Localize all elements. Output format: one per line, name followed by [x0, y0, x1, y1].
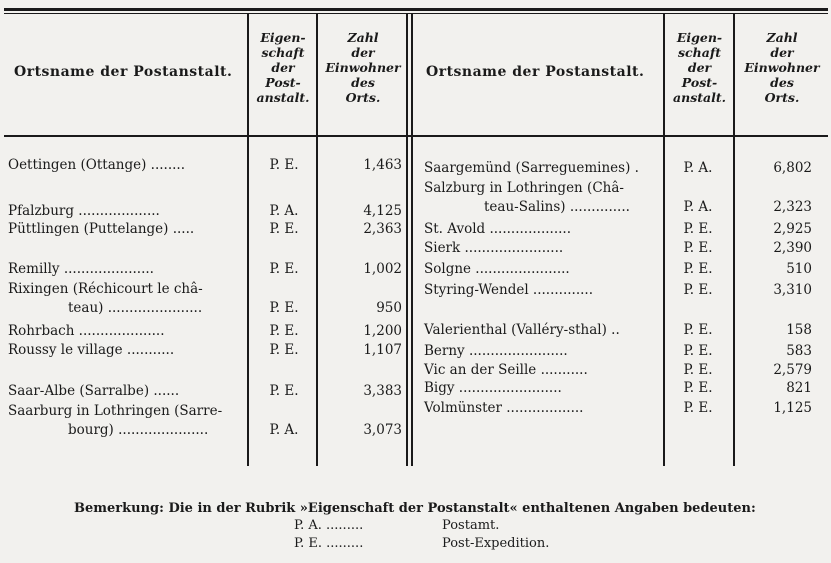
top-rule: [4, 8, 828, 11]
header-word: Eigen-: [260, 30, 306, 45]
place-name: Saargemünd (Sarreguemines) .: [424, 160, 639, 176]
col-divider-double: [406, 14, 408, 466]
place-name: Oettingen (Ottange) ........: [8, 157, 185, 173]
place-name: Rixingen (Réchicourt le châ-: [8, 281, 203, 297]
header-property-left: [250, 30, 316, 105]
place-name: Püttlingen (Puttelange) .....: [8, 221, 195, 237]
place-name: Salzburg in Lothringen (Châ-: [424, 180, 624, 196]
header-word: der: [687, 60, 712, 75]
header-word: des: [770, 75, 794, 90]
legend-code-pa: P. A. .........: [294, 518, 364, 533]
header-word: Zahl: [347, 30, 379, 45]
postal-property: P. E.: [683, 362, 713, 378]
population-count: 1,125: [773, 400, 812, 416]
population-count: 158: [786, 322, 812, 338]
place-name: Berny .......................: [424, 343, 568, 359]
population-count: 2,323: [773, 199, 812, 215]
postal-property: P. E.: [683, 400, 713, 416]
population-count: 3,073: [363, 422, 402, 438]
header-word: Orts.: [764, 90, 800, 105]
legend-meaning-pe: Post-Expedition.: [442, 536, 550, 551]
population-count: 3,383: [363, 383, 402, 399]
postal-property: P. E.: [683, 343, 713, 359]
header-word: Eigen-: [676, 30, 723, 45]
header-rule: [4, 135, 828, 137]
header-word: schaft: [261, 45, 305, 60]
header-word: der: [271, 60, 295, 75]
postal-property: P. E.: [269, 261, 299, 277]
postal-property: P. E.: [269, 383, 299, 399]
population-count: 2,579: [773, 362, 812, 378]
population-count: 950: [376, 300, 402, 316]
postal-property: P. E.: [269, 157, 299, 173]
postal-property: P. E.: [269, 221, 299, 237]
header-word: Einwohner: [744, 60, 820, 75]
postal-property: P. A.: [683, 199, 713, 215]
postal-property: P. E.: [683, 261, 713, 277]
place-name: Roussy le village ...........: [8, 342, 175, 358]
population-count: 583: [786, 343, 812, 359]
population-count: 2,925: [773, 221, 812, 237]
population-count: 3,310: [773, 282, 812, 298]
header-word: Orts.: [345, 90, 381, 105]
remark-text: Bemerkung: Die in der Rubrik »Eigenschaft der Postanstalt« enthaltenen Angaben bedeuten:: [74, 501, 756, 516]
header-word: Post-: [681, 75, 718, 90]
population-count: 2,363: [363, 221, 402, 237]
legend-meaning-pa: Postamt.: [442, 518, 500, 533]
place-name: bourg) .....................: [68, 422, 209, 438]
place-name: Sierk .......................: [424, 240, 564, 256]
place-name: Valerienthal (Valléry-sthal) ..: [424, 322, 620, 338]
place-name: teau) ......................: [68, 300, 203, 316]
postal-property: P. E.: [683, 221, 713, 237]
postal-property: P. E.: [269, 323, 299, 339]
postal-property: P. E.: [683, 322, 713, 338]
header-place-name-right: Ortsname der Postanstalt.: [426, 64, 645, 80]
place-name: Volmünster ..................: [424, 400, 584, 416]
legend-code-pe: P. E. .........: [294, 536, 364, 551]
col-divider-double: [411, 14, 413, 466]
postal-property: P. E.: [269, 342, 299, 358]
header-place-name-left: Ortsname der Postanstalt.: [14, 64, 233, 80]
place-name: Pfalzburg ...................: [8, 203, 160, 219]
header-word: anstalt.: [673, 90, 726, 105]
population-count: 2,390: [773, 240, 812, 256]
population-count: 4,125: [363, 203, 402, 219]
population-count: 510: [786, 261, 812, 277]
header-word: der: [351, 45, 375, 60]
place-name: Saarburg in Lothringen (Sarre-: [8, 403, 223, 419]
postal-property: P. E.: [269, 300, 299, 316]
header-word: schaft: [678, 45, 721, 60]
population-count: 1,200: [363, 323, 402, 339]
population-count: 1,107: [363, 342, 402, 358]
place-name: Rohrbach ....................: [8, 323, 165, 339]
postal-property: P. E.: [683, 380, 713, 396]
top-rule-thin: [4, 13, 828, 14]
place-name: Remilly .....................: [8, 261, 154, 277]
header-word: Zahl: [766, 30, 798, 45]
postal-property: P. A.: [269, 422, 299, 438]
postal-property: P. A.: [269, 203, 299, 219]
header-population-right: [737, 30, 827, 105]
place-name: St. Avold ...................: [424, 221, 571, 237]
header-word: des: [351, 75, 375, 90]
header-word: der: [770, 45, 794, 60]
header-property-right: [666, 30, 733, 105]
population-count: 1,463: [363, 157, 402, 173]
postal-property: P. A.: [683, 160, 713, 176]
place-name: Saar-Albe (Sarralbe) ......: [8, 383, 180, 399]
place-name: Solgne ......................: [424, 261, 570, 277]
header-word: Einwohner: [325, 60, 401, 75]
place-name: Styring-Wendel ..............: [424, 282, 594, 298]
header-word: Post-: [265, 75, 301, 90]
postal-property: P. E.: [683, 282, 713, 298]
col-divider: [733, 14, 735, 466]
place-name: Bigy ........................: [424, 380, 562, 396]
col-divider: [663, 14, 665, 466]
header-population-left: [320, 30, 406, 105]
population-count: 6,802: [773, 160, 812, 176]
place-name: Vic an der Seille ...........: [424, 362, 588, 378]
header-word: anstalt.: [256, 90, 310, 105]
population-count: 1,002: [363, 261, 402, 277]
col-divider: [316, 14, 318, 466]
postal-property: P. E.: [683, 240, 713, 256]
population-count: 821: [786, 380, 812, 396]
place-name: teau-Salins) ..............: [484, 199, 630, 215]
col-divider: [247, 14, 249, 466]
